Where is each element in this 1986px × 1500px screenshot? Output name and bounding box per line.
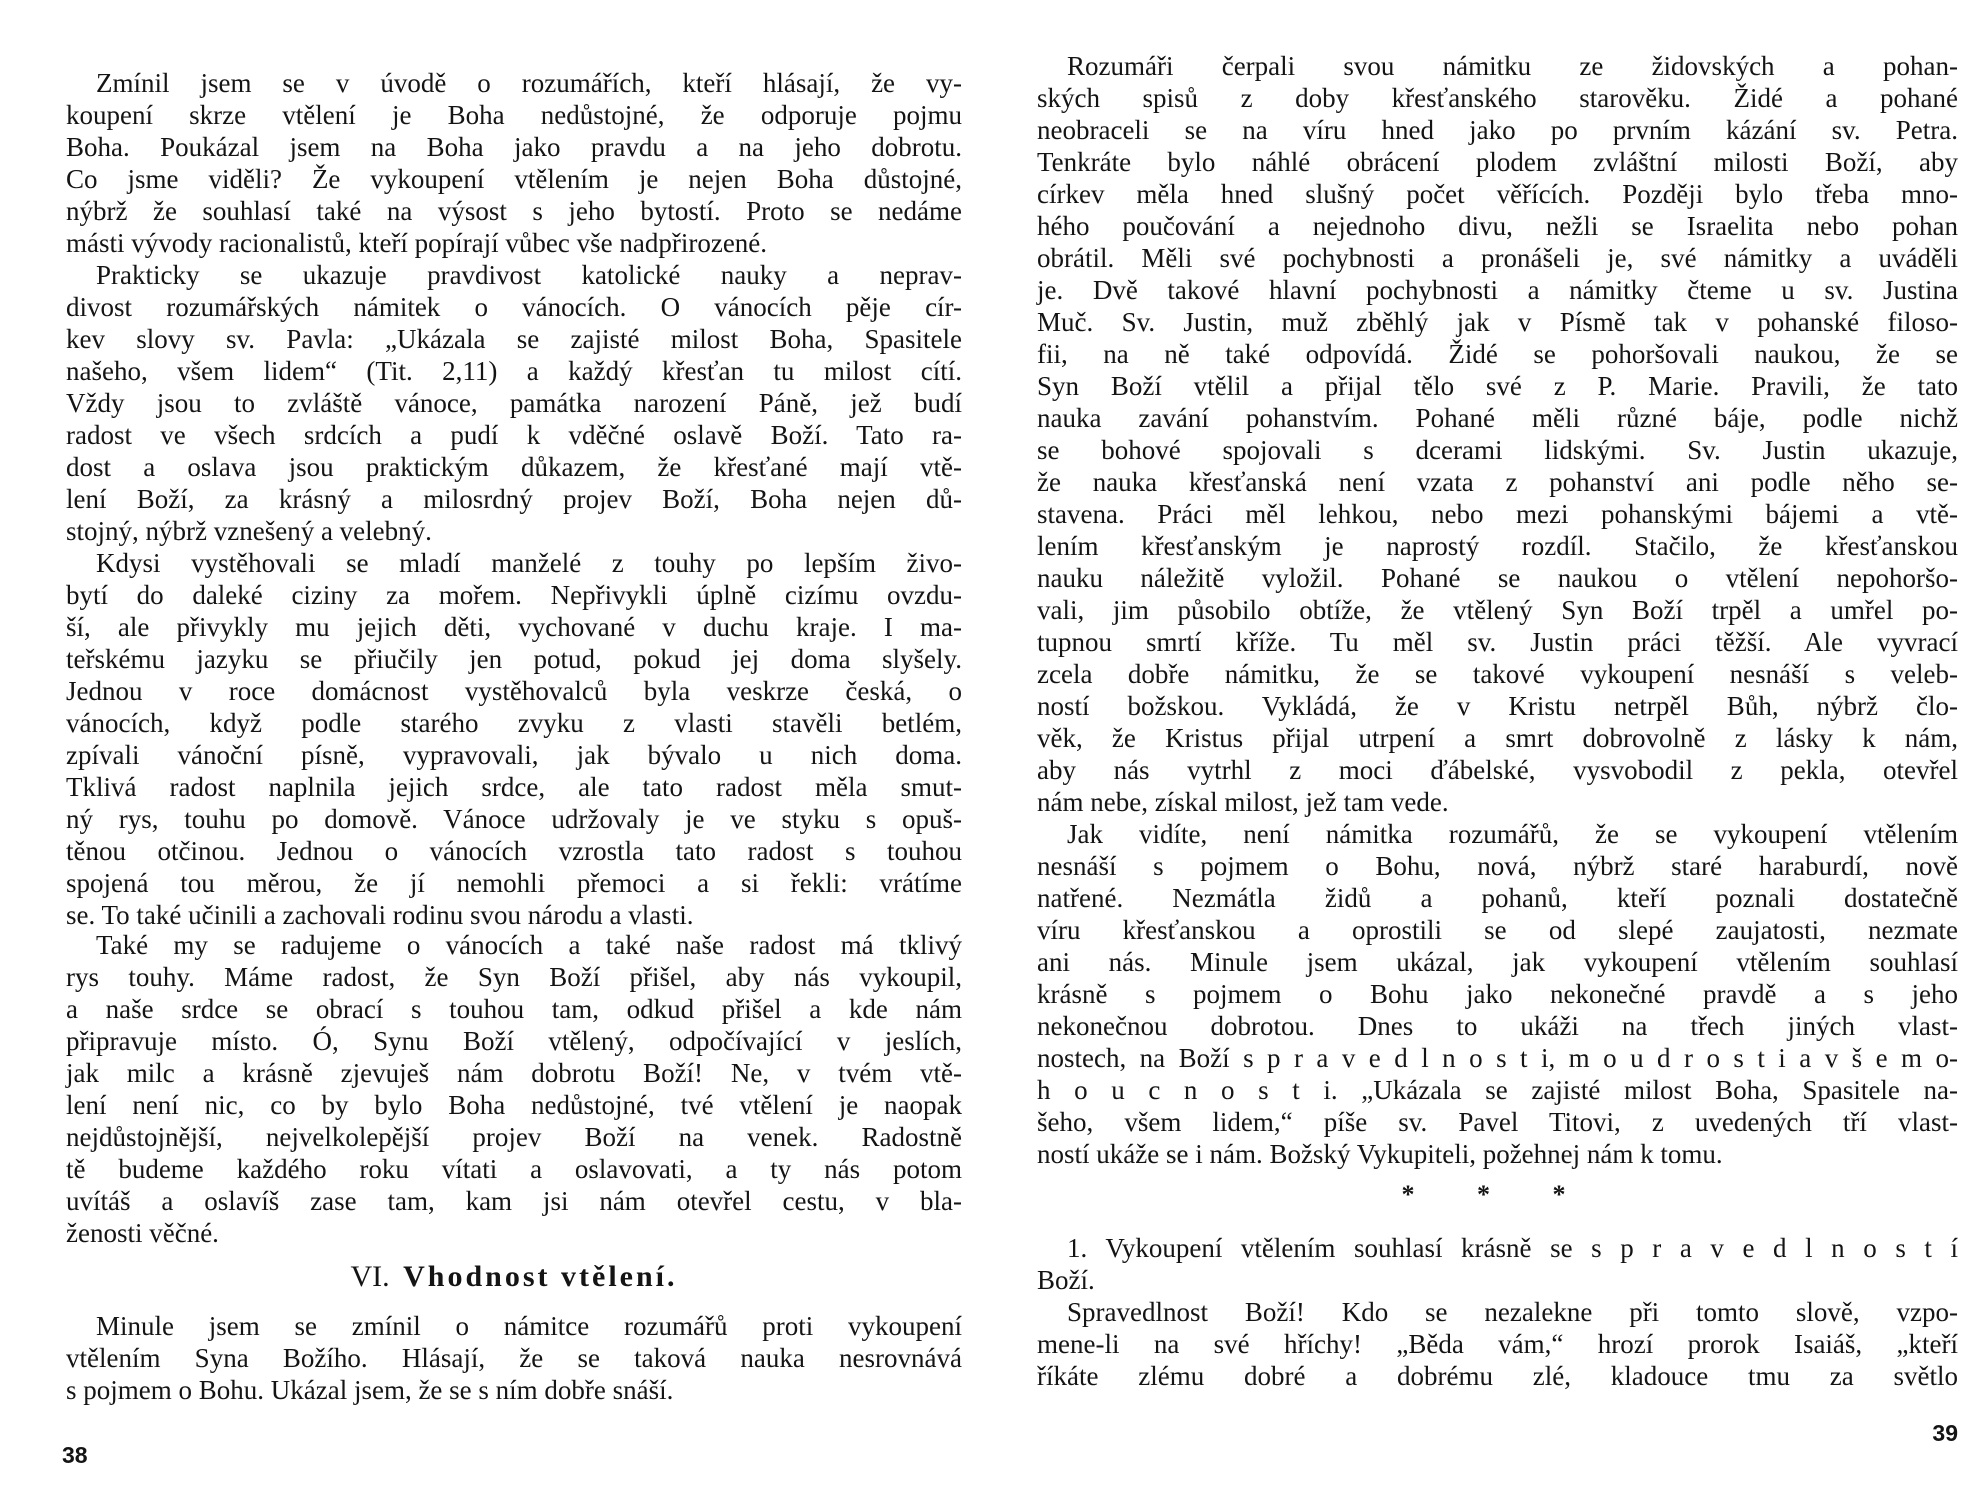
paragraph [66,1310,962,1406]
text-line: se. To také učinili a zachovali rodinu svou národu a vlasti. [66,900,694,930]
paragraph [66,929,962,1249]
text-line: je. Dvě takové hlavní pochybnosti a námitky čteme u sv. Justina [1037,275,1958,305]
text-line: nauku náležitě vyložil. Pohané se naukou o vtělení nepohoršo- [1037,563,1958,593]
paragraph [66,67,962,259]
text-line: nýbrž že souhlasí také na výsost s jeho bytostí. Proto se nedáme [66,196,962,226]
text-line: aby nás vytrhl z moci ďábelské, vysvobodil z pekla, otevřel [1037,755,1958,785]
text-line: nejdůstojnější, nejvelkolepější projev Boží na venek. Radostně [66,1122,962,1152]
right-page-text-top [1037,50,1958,1170]
text-line: stojný, nýbrž vznešený a velebný. [66,516,432,546]
text-line: bytí do daleké ciziny za mořem. Nepřivykli úplně cizímu ovzdu- [66,580,962,610]
text-line: 1. Vykoupení vtělením souhlasí krásně se s p r a v e d l n o s t í [1067,1233,1958,1263]
text-line: Jednou v roce domácnost vystěhovalců byla veskrze česká, o [66,676,962,706]
text-line: tupnou smrtí kříže. Tu měl sv. Justin práci těžší. Ale vyvrací [1037,627,1958,657]
left-page-text-top [66,67,962,931]
text-line: věk, že Kristus přijal utrpení a smrt dobrovolně z lásky k nám, [1037,723,1958,753]
text-line: šeho, všem lidem,“ píše sv. Pavel Titovi, z uvedených tří vlast- [1037,1107,1958,1137]
text-line: ný rys, touhu po domově. Vánoce udržovaly je ve styku s opuš- [66,804,962,834]
text-line: našeho, všem lidem“ (Tit. 2,11) a každý křesťan tu milost cítí. [66,356,962,386]
paragraph [1037,818,1958,1170]
text-line: ženosti věčné. [66,1218,219,1248]
text-line: ani nás. Minule jsem ukázal, jak vykoupení vtělením souhlasí [1037,947,1958,977]
chapter-number: VI. [350,1260,390,1293]
text-line: Tenkráte bylo náhlé obrácení plodem zvláštní milosti Boží, aby [1037,147,1958,177]
text-line: radost ve všech srdcích a pudí k vděčné oslavě Boží. Tato ra- [66,420,962,450]
left-page-text-middle [66,929,962,1249]
text-line: vtělením Syna Božího. Hlásají, že se taková nauka nesrovnává [66,1343,962,1373]
text-line: Spravedlnost Boží! Kdo se nezalekne při tomto slově, vzpo- [1067,1297,1958,1327]
text-line: církev měla hned slušný počet věřících. Později bylo třeba mno- [1037,179,1958,209]
text-line: Syn Boží vtělil a přijal tělo své z P. Marie. Pravili, že tato [1037,371,1958,401]
text-line: Boží. [1037,1265,1095,1295]
text-line: lením křesťanským je naprostý rozdíl. Stačilo, že křesťanskou [1037,531,1958,561]
text-line: h o u c n o s t i. „Ukázala se zajisté milost Boha, Spasitele na- [1037,1075,1958,1105]
text-line: Prakticky se ukazuje pravdivost katolické nauky a neprav- [96,260,962,290]
text-line: Jak vidíte, není námitka rozumářů, že se vykoupení vtělením [1067,819,1958,849]
paragraph [66,547,962,931]
text-line: uvítáš a oslavíš zase tam, kam jsi nám otevřel cestu, v bla- [66,1186,962,1216]
section-separator: * * * [1401,1180,1594,1209]
text-line: zcela dobře námitku, že se takové vykoupení nesnáší s veleb- [1037,659,1958,689]
text-line: nauka zavání pohanstvím. Pohané měli různé báje, podle nichž [1037,403,1958,433]
page-number-right: 39 [1932,1420,1958,1446]
text-line: s pojmem o Bohu. Ukázal jsem, že se s ním dobře snáší. [66,1375,674,1405]
text-line: mene-li na své hříchy! „Běda vám,“ hrozí prorok Isaiáš, „kteří [1037,1329,1958,1359]
text-line: krásně s pojmem o Bohu jako nekonečné pravdě a s jeho [1037,979,1958,1009]
text-line: Zmínil jsem se v úvodě o rozumářích, kteří hlásají, že vy- [96,68,962,98]
text-line: lení není nic, co by bylo Boha nedůstojné, tvé vtělení je naopak [66,1090,962,1120]
text-line: tě budeme každého roku vítati a oslavovati, a ty nás potom [66,1154,962,1184]
text-line: Rozumáři čerpali svou námitku ze židovských a pohan- [1067,51,1958,81]
text-line: se bohové spojovali s dcerami lidskými. Sv. Justin ukazuje, [1037,435,1958,465]
text-line: Muč. Sv. Justin, muž zběhlý jak v Písmě tak v pohanské filoso- [1037,307,1958,337]
paragraph [1037,1232,1958,1296]
text-line: nostech, na Boží s p r a v e d l n o s t i, m o u d r o s t i a v š e m o- [1037,1043,1958,1073]
text-line: ských spisů z doby křesťanského starověku. Židé a pohané [1037,83,1958,113]
text-line: nesnáší s pojmem o Bohu, nová, nýbrž staré haraburdí, nově [1037,851,1958,881]
paragraph [1037,50,1958,818]
text-line: hého poučování a nejednoho divu, nežli se Israelita nebo pohan [1037,211,1958,241]
text-line: vánocích, když podle starého zvyku z vlasti stavěli betlém, [66,708,962,738]
text-line: ností božskou. Vykládá, že v Kristu netrpěl Bůh, nýbrž člo- [1037,691,1958,721]
text-line: spojená tou měrou, že jí nemohli přemoci a si řekli: vrátíme [66,868,962,898]
text-line: koupení skrze vtělení je Boha nedůstojné, že odporuje pojmu [66,100,962,130]
text-line: Kdysi vystěhovali se mladí manželé z touhy po lepším živo- [96,548,962,578]
text-line: teřskému jazyku se přiučily jen potud, pokud jej doma slyšely. [66,644,962,674]
text-line: másti vývody racionalistů, kteří popírají vůbec vše nadpřirozené. [66,228,768,258]
text-line: rys touhy. Máme radost, že Syn Boží přišel, aby nás vykoupil, [66,962,962,992]
text-line: víru křesťanskou a oprostili se od slepé zaujatosti, nezmate [1037,915,1958,945]
text-line: vali, jim působilo obtíže, že vtělený Syn Boží trpěl a umřel po- [1037,595,1958,625]
paragraph [1037,1296,1958,1392]
text-line: Tklivá radost naplnila jejich srdce, ale tato radost měla smut- [66,772,962,802]
right-page-text-bottom [1037,1232,1958,1392]
text-line: Také my se radujeme o vánocích a také naše radost má tklivý [96,930,962,960]
text-line: říkáte zlému dobré a dobrému zlé, kladouce tmu za světlo [1037,1361,1958,1391]
text-line: zpívali vánoční písně, vypravovali, jak bývalo u nich doma. [66,740,962,770]
paragraph [66,259,962,547]
text-line: ší, ale přivykly mu jejich děti, vychované v duchu kraje. I ma- [66,612,962,642]
text-line: kev slovy sv. Pavla: „Ukázala se zajisté milost Boha, Spasitele [66,324,962,354]
text-line: Minule jsem se zmínil o námitce rozumářů proti vykoupení [96,1311,962,1341]
text-line: neobraceli se na víru hned jako po prvním kázání sv. Petra. [1037,115,1958,145]
text-line: Vždy jsou to zvláště vánoce, památka narození Páně, jež budí [66,388,962,418]
text-line: Co jsme viděli? Že vykoupení vtělením je nejen Boha důstojné, [66,164,962,194]
text-line: divost rozumářských námitek o vánocích. O vánocích pěje cír- [66,292,962,322]
text-line: a naše srdce se obrací s touhou tam, odkud přišel a kde nám [66,994,962,1024]
chapter-heading [66,1259,962,1295]
page-number-left: 38 [62,1442,88,1468]
chapter-title: Vhodnost vtělení. [403,1260,678,1293]
text-line: lení Boží, za krásný a milosrdný projev Boží, Boha nejen dů- [66,484,962,514]
text-line: těnou otčinou. Jednou o vánocích vzrostla tato radost s touhou [66,836,962,866]
text-line: stavena. Práci měl lehkou, nebo mezi pohanskými bájemi a vtě- [1037,499,1958,529]
text-line: nekonečnou dobrotou. Dnes to ukáži na třech jiných vlast- [1037,1011,1958,1041]
text-line: nám nebe, získal milost, jež tam vede. [1037,787,1449,817]
text-line: ností ukáže se i nám. Božský Vykupiteli, požehnej nám k tomu. [1037,1139,1723,1169]
text-line: připravuje místo. Ó, Synu Boží vtělený, odpočívající v jeslích, [66,1026,962,1056]
text-line: obrátil. Měli své pochybnosti a pronášeli je, své námitky a uváděli [1037,243,1958,273]
text-line: natřené. Nezmátla židů a pohanů, kteří poznali dostatečně [1037,883,1958,913]
text-line: Boha. Poukázal jsem na Boha jako pravdu a na jeho dobrotu. [66,132,962,162]
text-line: jak milc a krásně zjevuješ nám dobrotu Boží! Ne, v tvém vtě- [66,1058,962,1088]
text-line: fii, na ně také odpovídá. Židé se pohoršovali naukou, že se [1037,339,1958,369]
text-line: dost a oslava jsou praktickým důkazem, že křesťané mají vtě- [66,452,962,482]
left-page-text-bottom [66,1310,962,1406]
text-line: že nauka křesťanská není vzata z pohanství ani podle něho se- [1037,467,1958,497]
